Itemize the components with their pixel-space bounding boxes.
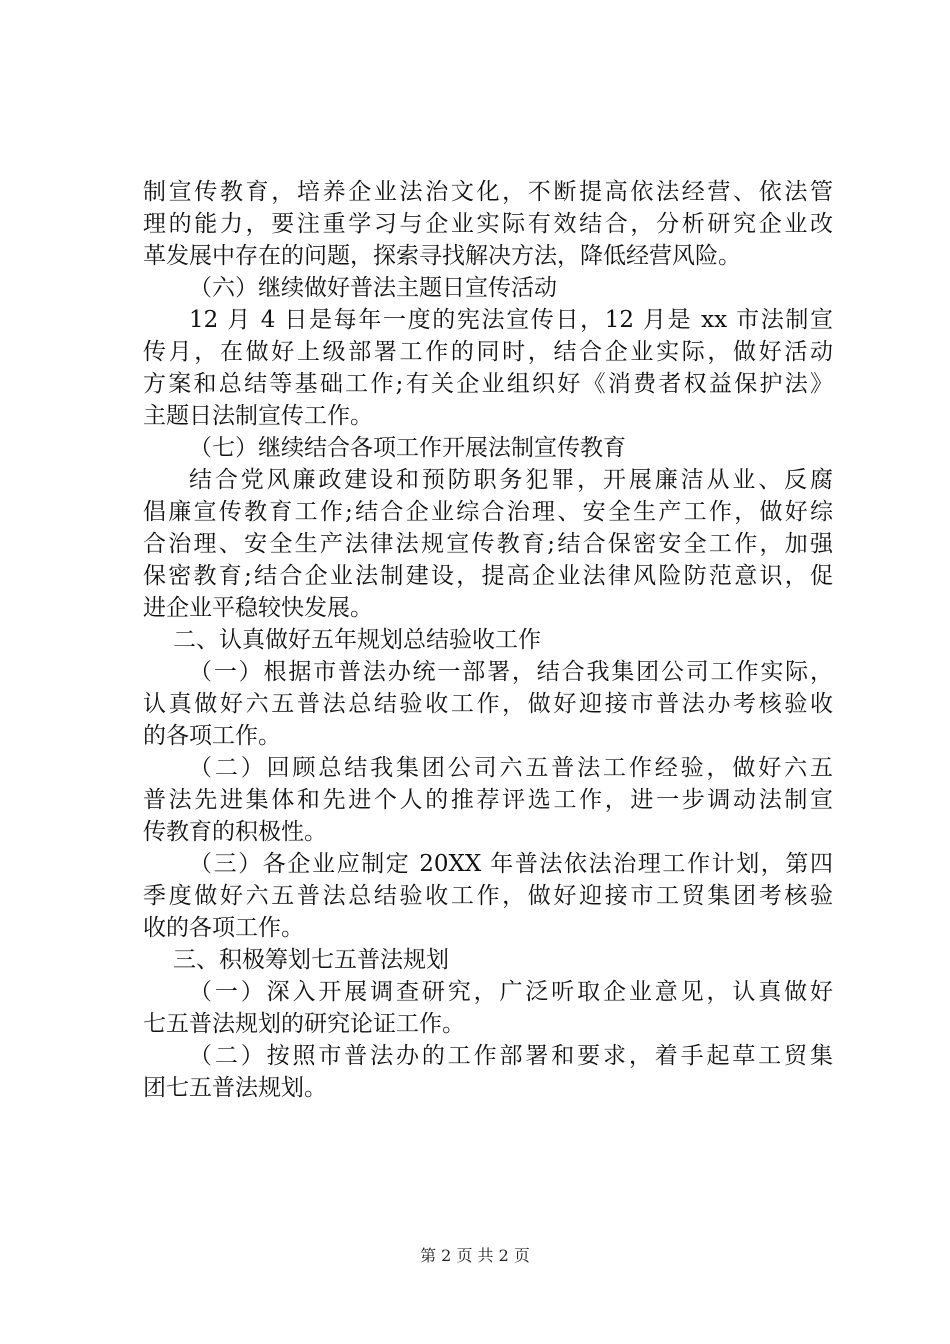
section-heading <box>143 944 833 976</box>
paragraph <box>143 304 833 432</box>
page-number-footer: 第 2 页 共 2 页 <box>420 1246 530 1265</box>
text-line: 季度做好六五普法总结验收工作，做好迎接市工贸集团考核验 <box>143 883 833 909</box>
text-line: 制宣传教育，培养企业法治文化，不断提高依法经营、依法管 <box>143 179 833 205</box>
paragraph <box>143 656 833 752</box>
paragraph <box>143 848 833 944</box>
text-line: 普法先进集体和先进个人的推荐评选工作，进一步调动法制宣 <box>143 787 833 813</box>
text-line: （一）根据市普法办统一部署，结合我集团公司工作实际， <box>189 659 833 685</box>
text-line: 革发展中存在的问题，探索寻找解决方法，降低经营风险。 <box>143 243 741 269</box>
section-heading <box>143 272 833 304</box>
text-line: 12 月 4 日是每年一度的宪法宣传日，12 月是 xx 市法制宣 <box>189 307 833 333</box>
text-line: 七五普法规划的研究论证工作。 <box>143 1011 465 1037</box>
text-line: （二）按照市普法办的工作部署和要求，着手起草工贸集 <box>189 1043 833 1069</box>
paragraph <box>143 976 833 1040</box>
text-line: 倡廉宣传教育工作;结合企业综合治理、安全生产工作，做好综 <box>143 499 833 525</box>
paragraph <box>143 176 833 272</box>
text-line: 理的能力，要注重学习与企业实际有效结合，分析研究企业改 <box>143 211 833 237</box>
text-line: （一）深入开展调查研究，广泛听取企业意见，认真做好 <box>189 979 833 1005</box>
text-line: 保密教育;结合企业法制建设，提高企业法律风险防范意识，促 <box>143 563 833 589</box>
text-line: 传月，在做好上级部署工作的同时，结合企业实际，做好活动 <box>143 339 833 365</box>
text-line: 主题日法制宣传工作。 <box>143 403 373 429</box>
text-line: （三）各企业应制定 20XX 年普法依法治理工作计划，第四 <box>189 851 833 877</box>
text-line: （二）回顾总结我集团公司六五普法工作经验，做好六五 <box>189 755 833 781</box>
text-line: 三、积极筹划七五普法规划 <box>173 947 449 973</box>
section-heading <box>143 432 833 464</box>
text-line: 收的各项工作。 <box>143 915 304 941</box>
paragraph <box>143 1040 833 1104</box>
text-line: （七）继续结合各项工作开展法制宣传教育 <box>189 435 626 461</box>
text-line: 二、认真做好五年规划总结验收工作 <box>173 627 541 653</box>
paragraph <box>143 752 833 848</box>
text-line: 结合党风廉政建设和预防职务犯罪，开展廉洁从业、反腐 <box>189 467 833 493</box>
document-body <box>143 176 833 1104</box>
text-line: 合治理、安全生产法律法规宣传教育;结合保密安全工作，加强 <box>143 531 833 557</box>
text-line: 认真做好六五普法总结验收工作，做好迎接市普法办考核验收 <box>143 691 833 717</box>
text-line: 的各项工作。 <box>143 723 281 749</box>
section-heading <box>143 624 833 656</box>
text-line: 进企业平稳较快发展。 <box>143 595 373 621</box>
text-line: （六）继续做好普法主题日宣传活动 <box>189 275 557 301</box>
paragraph <box>143 464 833 624</box>
text-line: 传教育的积极性。 <box>143 819 327 845</box>
text-line: 团七五普法规划。 <box>143 1075 327 1101</box>
text-line: 方案和总结等基础工作;有关企业组织好《消费者权益保护法》 <box>143 371 833 397</box>
